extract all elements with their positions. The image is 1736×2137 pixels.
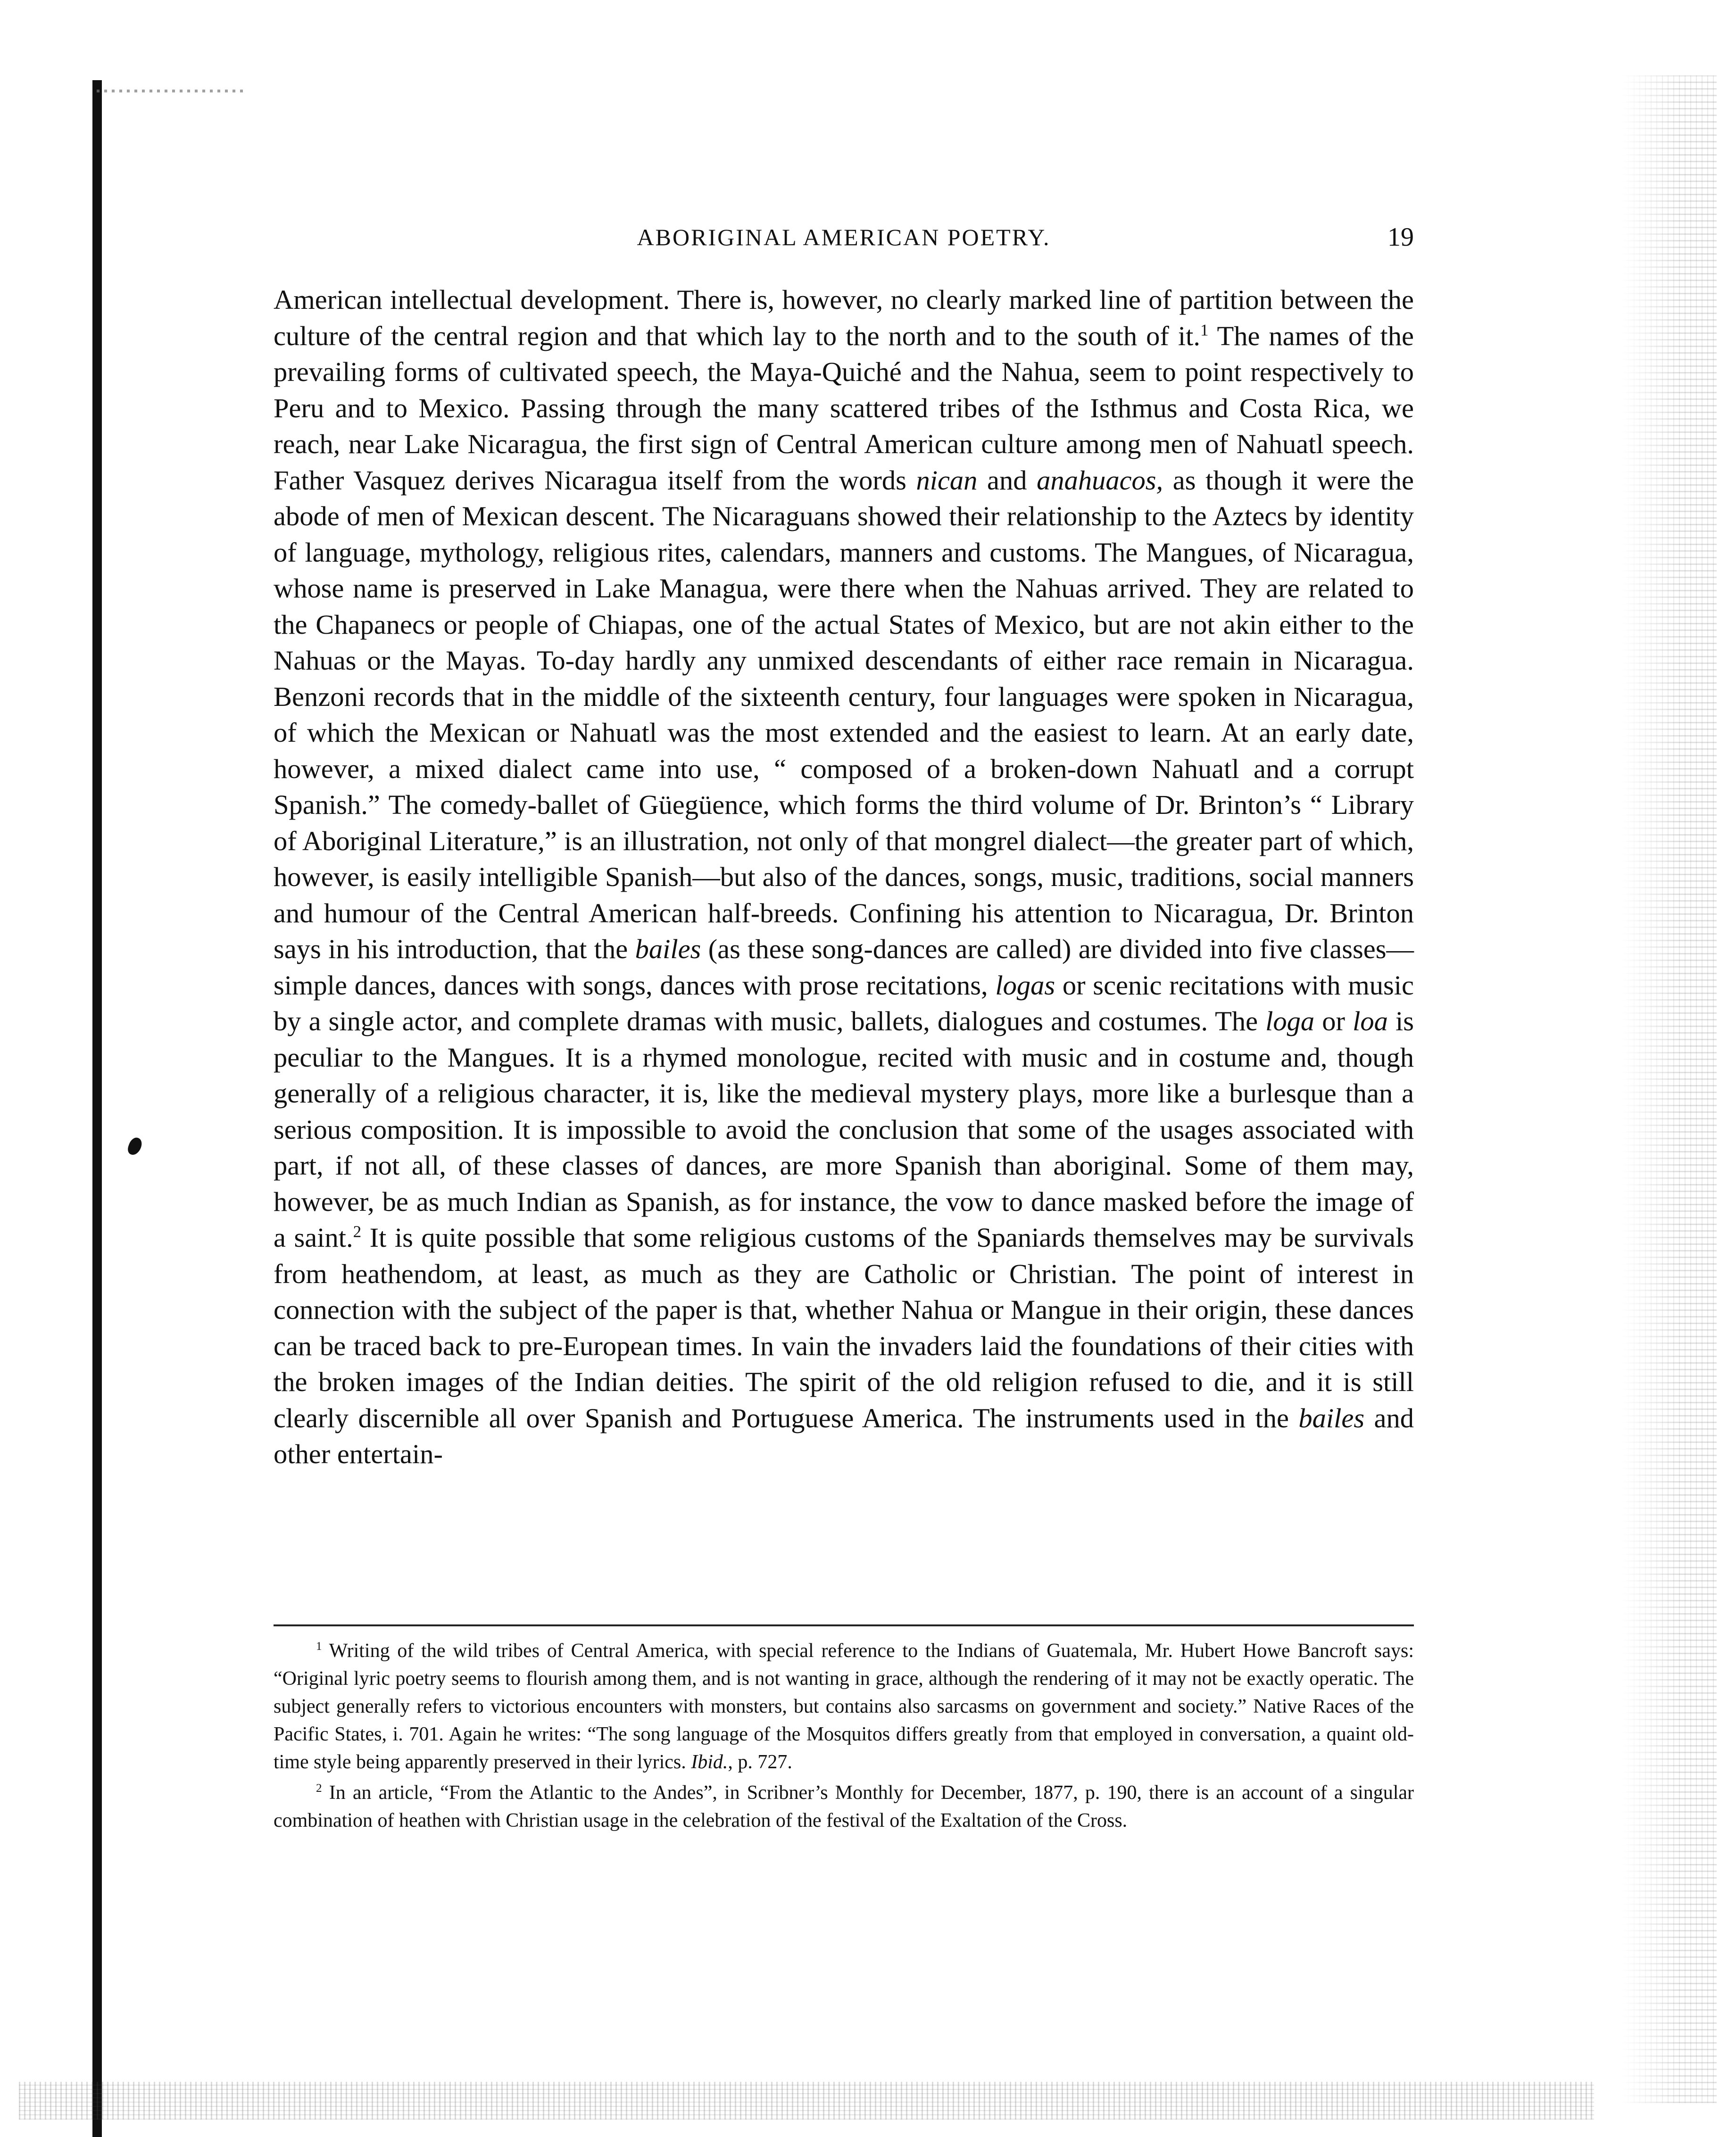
scan-noise-bottom <box>19 2082 1594 2120</box>
footnotes <box>274 1637 1414 1838</box>
italic-term: anahuacos, <box>1037 464 1163 496</box>
footnote-1 <box>274 1637 1414 1776</box>
body-text-segment: (as these song-dances are called) are divided into five classes—simple dances, dances with songs, dances with prose recitations, <box>274 934 1414 1001</box>
italic-term: bailes <box>1298 1402 1365 1433</box>
scan-noise-top <box>97 90 248 92</box>
footnote-mark: 2 <box>316 1782 322 1795</box>
scan-noise-right <box>1622 75 1717 2103</box>
body-text-segment: is peculiar to the Mangues. It is a rhymed monologue, recited with music and in costume and, though generally of a religious character, it is, like the medieval mystery plays, more like a burlesque than a serious composition. It is impossible to avoid the conclusion that some of the usages associated with part, if not all, of these classes of dances, are more Spanish than aboriginal. Some of them may, however, be as much Indian as Spanish, as for instance, the vow to dance masked before the image of a saint. <box>274 1006 1414 1253</box>
footnote-text: Writing of the wild tribes of Central America, with special reference to the Indians of Guatemala, Mr. Hubert Howe Bancroft says: “Original lyric poetry seems to flourish among them, and is not wanting in grace, although the rendering of it may not be exactly operatic. The subject generally refers to victorious encounters with monsters, but contains also sarcasms on government and society.” Native Races of the Pacific States, i. 701. Again he writes: “The song language of the Mosquitos differs greatly from that employed in conversation, a quaint old-time style being apparently preserved in their lyrics. <box>274 1640 1414 1773</box>
footnote-text: In an article, “From the Atlantic to the Andes”, in Scribner’s Monthly for December, 1877, p. 190, there is an account of a singular combination of heathen with Christian usage in the celebration of the festival of the Exaltation of the Cross. <box>274 1782 1414 1831</box>
footnote-mark: 1 <box>316 1640 322 1653</box>
footnote-ref-2: 2 <box>353 1222 362 1241</box>
footnote-ref-1: 1 <box>1200 321 1209 339</box>
running-head <box>274 221 1414 254</box>
body-text-segment: as though it were the abode of men of Mexican descent. The Nicaraguans showed their relationship to the Aztecs by identity of language, mythology, religious rites, calendars, manners and customs. The Mangues, of Nicaragua, whose name is preserved in Lake Managua, were there when the Nahuas arrived. They are related to the Chapanecs or people of Chiapas, one of the actual States of Mexico, but are not akin either to the Nahuas or the Mayas. To-day hardly any unmixed descendants of either race remain in Nicaragua. Benzoni records that in the middle of the sixteenth century, four languages were spoken in Nicaragua, of which the Mexican or Nahuatl was the most extended and the easiest to learn. At an early date, however, a mixed dialect came into use, “ composed of a broken-down Nahuatl and a corrupt Spanish.” The comedy-ballet of Güegüence, which forms the third volume of Dr. Brinton’s “ Library of Aboriginal Literature,” is an illustration, not only of that mongrel dialect—the greater part of which, however, is easily intelligible Spanish—but also of the dances, songs, music, traditions, social manners and humour of the Central American half-breeds. Confining his attention to Nicaragua, Dr. Brinton says in his introduction, that the <box>274 464 1414 964</box>
ink-blot <box>126 1136 143 1157</box>
running-title: ABORIGINAL AMERICAN POETRY. <box>637 224 1051 250</box>
italic-term: loa <box>1353 1006 1388 1036</box>
footnote-italic: Ibid. <box>691 1751 728 1773</box>
body-text-segment: or <box>1314 1006 1353 1036</box>
italic-term: loga <box>1265 1006 1315 1036</box>
body-text-segment: and <box>977 464 1037 496</box>
italic-term: nican <box>916 464 978 496</box>
footnote-text: , p. 727. <box>728 1751 792 1773</box>
body-text-segment: The names of the prevailing forms of cultivated speech, the Maya-Quiché and the Nahua, seem to point respectively to Peru and to Mexico. Passing through the many scattered tribes of the Isthmus and Costa Rica, we reach, near Lake Nicaragua, the first sign of Central American culture among men of Nahuatl speech. Father Vasquez derives Nicaragua itself from the words <box>274 320 1414 496</box>
footnote-separator <box>274 1624 1414 1626</box>
page-number: 19 <box>1387 223 1414 252</box>
body-paragraph <box>274 282 1414 1473</box>
scan-binding-edge <box>92 80 102 2137</box>
body-text-segment: It is quite possible that some religious customs of the Spaniards themselves may be survivals from heathendom, at least, as much as they are Catholic or Christian. The point of interest in connection with the subject of the paper is that, whether Nahua or Mangue in their origin, these dances can be traced back to pre-European times. In vain the invaders laid the foundations of their cities with the broken images of the Indian deities. The spirit of the old religion refused to die, and it is still clearly discernible all over Spanish and Portuguese America. The instruments used in the <box>274 1222 1414 1433</box>
body-text-segment: American intellectual development. There is, however, no clearly marked line of partition between the culture of the central region and that which lay to the north and to the south of it. <box>274 284 1414 351</box>
italic-term: logas <box>995 969 1055 1001</box>
body-text-segment: or scenic recitations with music by a single actor, and complete dramas with music, ballets, dialogues and costumes. The <box>274 969 1414 1036</box>
italic-term: bailes <box>635 934 701 964</box>
body-text-segment: and other entertain- <box>274 1402 1414 1469</box>
footnote-2 <box>274 1779 1414 1835</box>
